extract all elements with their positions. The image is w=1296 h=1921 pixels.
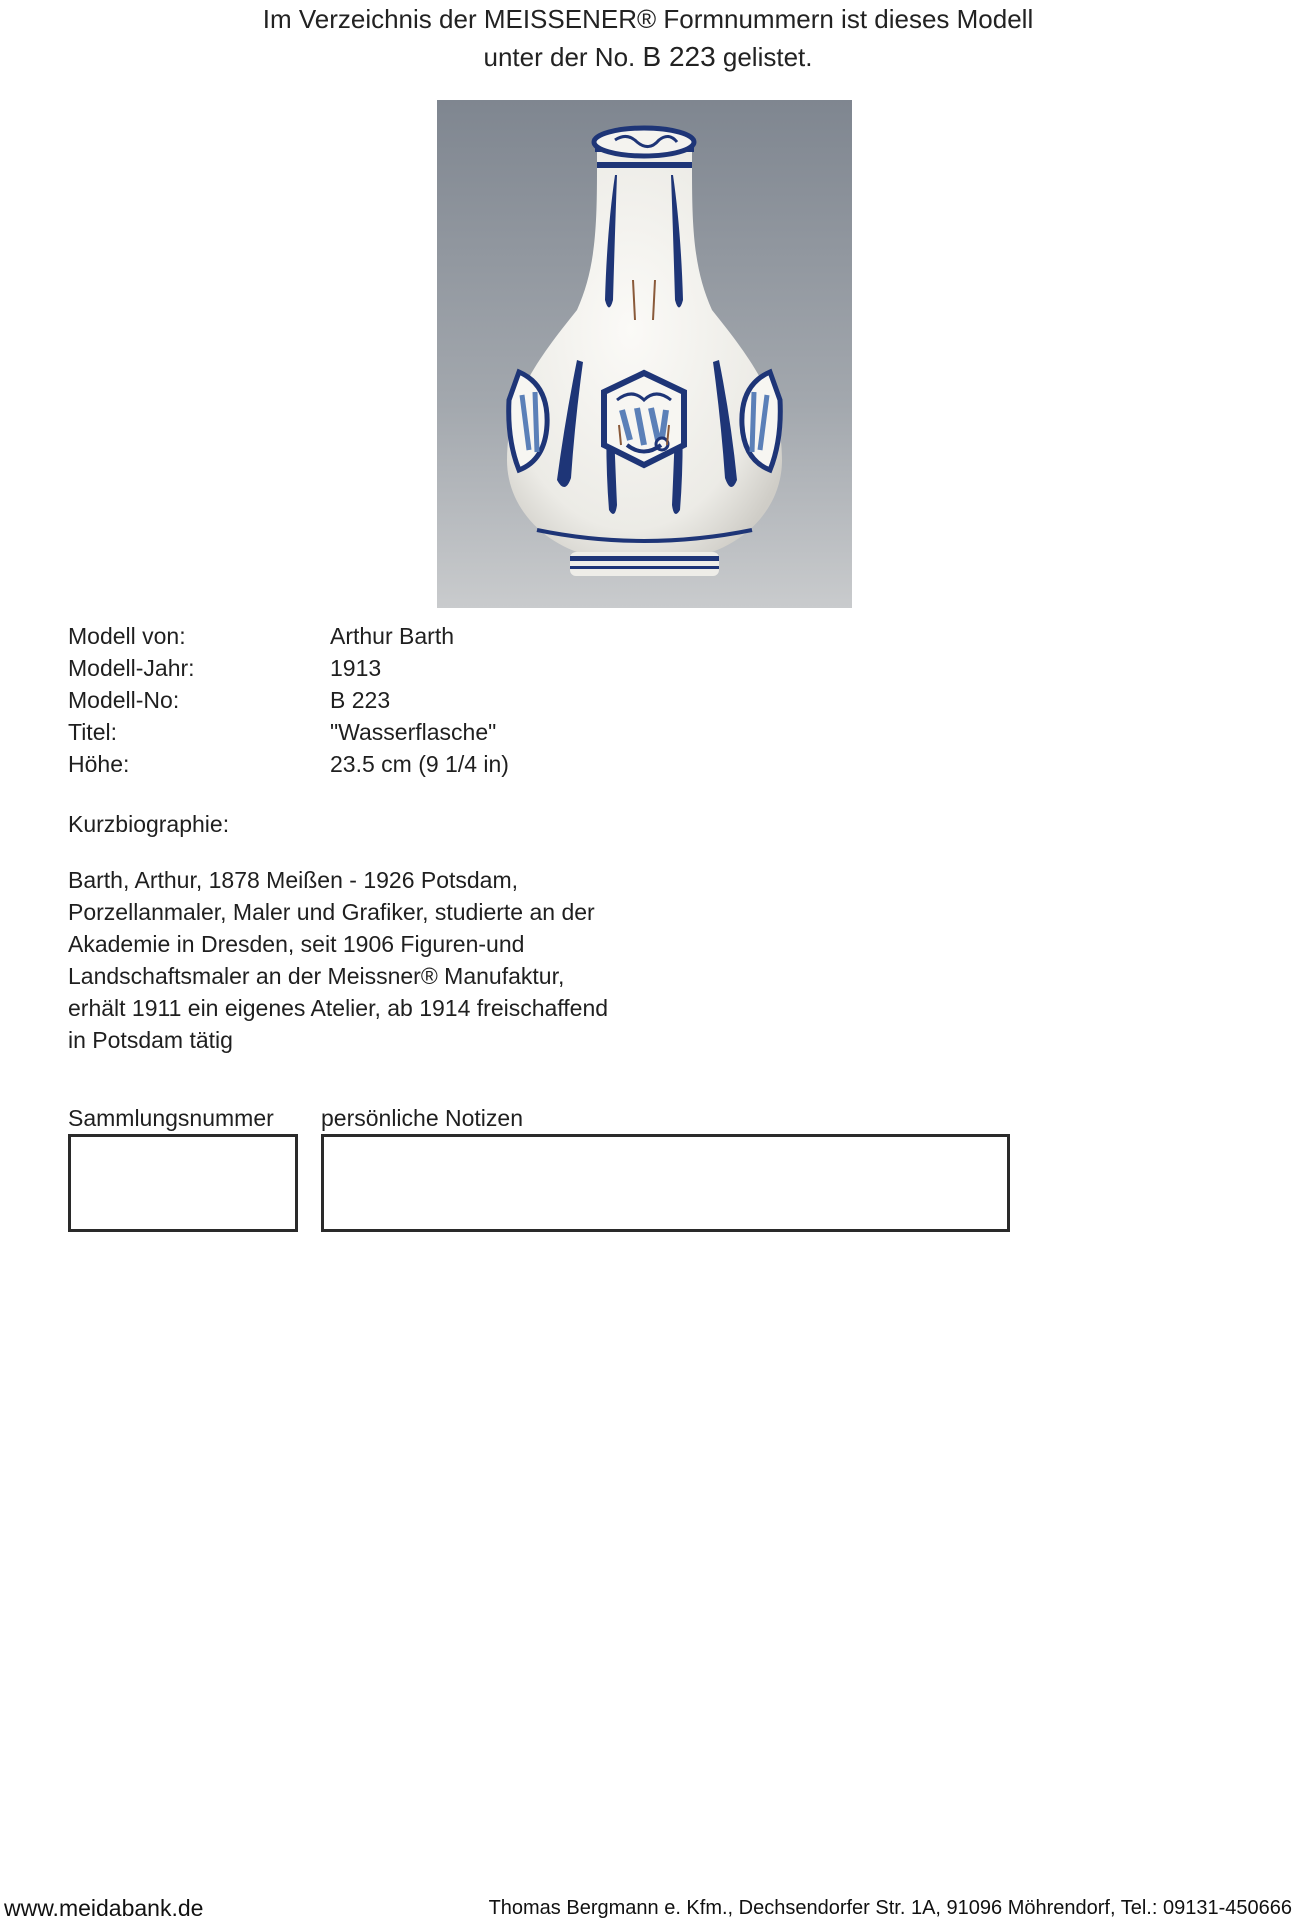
header-prefix: unter der No. xyxy=(483,42,643,72)
bio-line: Landschaftsmaler an der Meissner® Manufaktur, xyxy=(68,963,565,989)
spec-value: B 223 xyxy=(330,687,391,713)
spec-row-height xyxy=(68,748,768,780)
footer-website-link[interactable]: www.meidabank.de xyxy=(4,1895,204,1921)
header-line-2 xyxy=(0,38,1296,76)
spec-row-title xyxy=(68,716,768,748)
bio-line: Akademie in Dresden, seit 1906 Figuren-und xyxy=(68,931,525,957)
header-suffix: gelistet. xyxy=(715,42,813,72)
spec-label: Modell-Jahr: xyxy=(68,655,195,681)
vase-image xyxy=(437,100,852,608)
spec-label: Titel: xyxy=(68,719,117,745)
spec-row-artist xyxy=(68,620,768,652)
bio-heading: Kurzbiographie: xyxy=(68,811,230,837)
spec-value: 23.5 cm (9 1/4 in) xyxy=(330,751,509,777)
header-model-number: B 223 xyxy=(642,41,716,72)
spec-label: Modell von: xyxy=(68,623,186,649)
collection-number-field[interactable] xyxy=(68,1134,298,1232)
spec-value: 1913 xyxy=(330,655,382,681)
footer-address: Thomas Bergmann e. Kfm., Dechsendorfer Str. 1A, 91096 Möhrendorf, Tel.: 09131-450666 xyxy=(488,1897,1292,1919)
spec-row-model-no xyxy=(68,684,768,716)
spec-value: "Wasserflasche" xyxy=(330,719,497,745)
spec-label: Modell-No: xyxy=(68,687,180,713)
spec-label: Höhe: xyxy=(68,751,130,777)
bio-line: Barth, Arthur, 1878 Meißen - 1926 Potsdam, xyxy=(68,867,519,893)
notes-label: persönliche Notizen xyxy=(321,1105,524,1131)
spec-value: Arthur Barth xyxy=(330,623,454,649)
bio-line: Porzellanmaler, Maler und Grafiker, studierte an der xyxy=(68,899,595,925)
spec-table xyxy=(68,620,768,780)
bio-line: erhält 1911 ein eigenes Atelier, ab 1914 freischaffend xyxy=(68,995,609,1021)
notes-field[interactable] xyxy=(321,1134,1010,1232)
bio-text xyxy=(68,864,658,1056)
bio-line: in Potsdam tätig xyxy=(68,1027,233,1053)
collection-number-label: Sammlungsnummer xyxy=(68,1105,274,1131)
page-header xyxy=(0,0,1296,76)
spec-row-year xyxy=(68,652,768,684)
header-line-1: Im Verzeichnis der MEISSENER® Formnummern ist dieses Modell xyxy=(262,4,1034,34)
